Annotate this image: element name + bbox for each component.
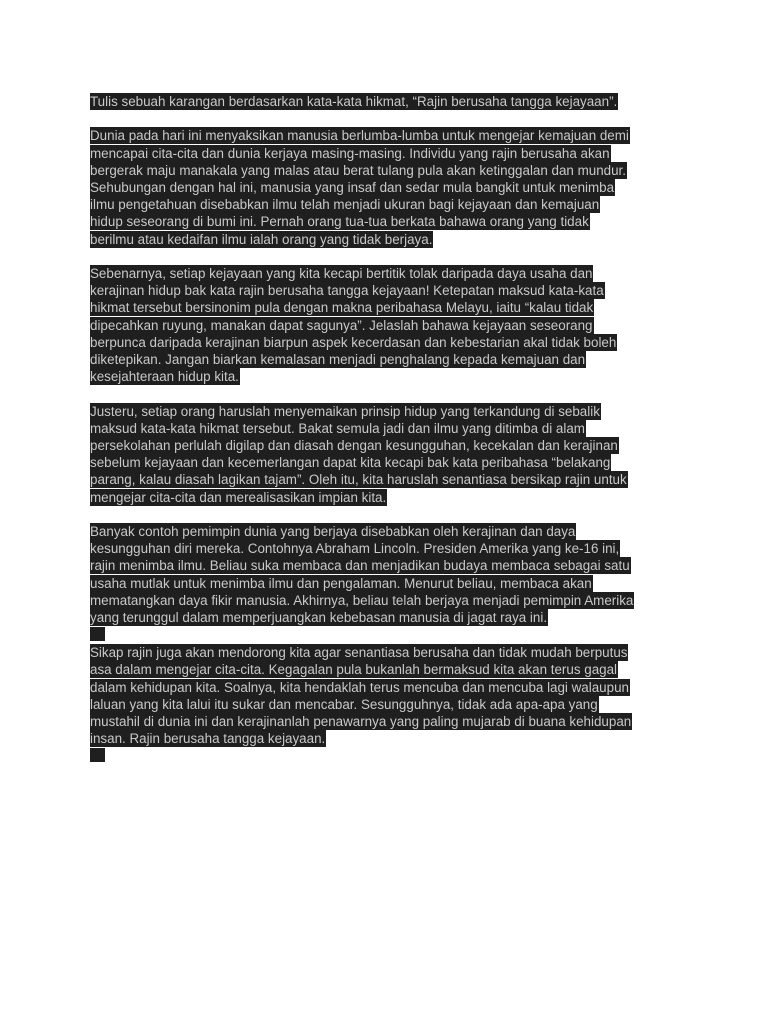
paragraph-1	[90, 127, 690, 247]
paragraph-5	[90, 644, 690, 747]
paragraph-2-text: Sebenarnya, setiap kejayaan yang kita kecapi bertitik tolak daripada daya usaha dan kerajinan hidup bak kata rajin berusaha tangga kejayaan! Ketepatan maksud kata-kata hikmat tersebut bersinonim pula dengan makna peribahasa Melayu, iaitu “kalau tidak dipecahkan ruyung, manakan dapat sagunya”. Jelaslah bahawa kejayaan seseorang berpunca daripada kerajinan biarpun aspek kecerdasan dan kebestarian akal tidak boleh diketepikan. Jangan biarkan kemalasan menjadi penghalang kepada kemajuan dan kesejahteraan hidup kita.	[90, 266, 617, 385]
paragraph-3-text: Justeru, setiap orang haruslah menyemaikan prinsip hidup yang terkandung di sebalik maksud kata-kata hikmat tersebut. Bakat semula jadi dan ilmu yang ditimba di alam persekolahan perlulah digilap dan diasah dengan kesungguhan, kecekalan dan kerajinan sebelum kejayaan dan kecemerlangan dapat kita kecapi bak kata peribahasa “belakang parang, kalau diasah lagikan tajam”. Oleh itu, kita haruslah senantiasa bersikap rajin untuk mengejar cita-cita dan merealisasikan impian kita.	[90, 403, 627, 505]
essay-title-text: Tulis sebuah karangan berdasarkan kata-kata hikmat, “Rajin berusaha tangga kejayaan”.	[90, 94, 618, 109]
empty-line-highlight-1	[90, 627, 105, 641]
paragraph-1-text: Dunia pada hari ini menyaksikan manusia berlumba-lumba untuk mengejar kemajuan demi mencapai cita-cita dan dunia kerjaya masing-masing. Individu yang rajin berusaha akan bergerak maju manakala yang malas atau berat tulang pula akan ketinggalan dan mundur. Sehubungan dengan hal ini, manusia yang insaf dan sedar mula bangkit untuk menimba ilmu pengetahuan disebabkan ilmu telah menjadi ukuran bagi kejayaan dan kemajuan hidup seseorang di bumi ini. Pernah orang tua-tua berkata bahawa orang yang tidak berilmu atau kedaifan ilmu ialah orang yang tidak berjaya.	[90, 128, 629, 247]
paragraph-2	[90, 265, 690, 385]
empty-line-highlight-2	[90, 748, 105, 762]
paragraph-3	[90, 403, 690, 506]
paragraph-5-text: Sikap rajin juga akan mendorong kita agar senantiasa berusaha dan tidak mudah berputus asa dalam mengejar cita-cita. Kegagalan pula bukanlah bermaksud kita akan terus gagal dalam kehidupan kita. Soalnya, kita hendaklah terus mencuba dan mencuba lagi walaupun laluan yang kita lalui itu sukar dan mencabar. Sesungguhnya, tidak ada apa-apa yang mustahil di dunia ini dan kerajinanlah penawarnya yang paling mujarab di buana kehidupan insan. Rajin berusaha tangga kejayaan.	[90, 645, 632, 747]
essay-title	[90, 93, 690, 110]
paragraph-4	[90, 523, 690, 626]
essay-text-block	[90, 93, 690, 762]
paragraph-4-text: Banyak contoh pemimpin dunia yang berjaya disebabkan oleh kerajinan dan daya kesungguhan diri mereka. Contohnya Abraham Lincoln. Presiden Amerika yang ke-16 ini, rajin menimba ilmu. Beliau suka membaca dan menjadikan budaya membaca sebagai satu usaha mutlak untuk menimba ilmu dan pengalaman. Menurut beliau, membaca akan mematangkan daya fikir manusia. Akhirnya, beliau telah berjaya menjadi pemimpin Amerika yang terunggul dalam memperjuangkan kebebasan manusia di jagat raya ini.	[90, 524, 634, 626]
